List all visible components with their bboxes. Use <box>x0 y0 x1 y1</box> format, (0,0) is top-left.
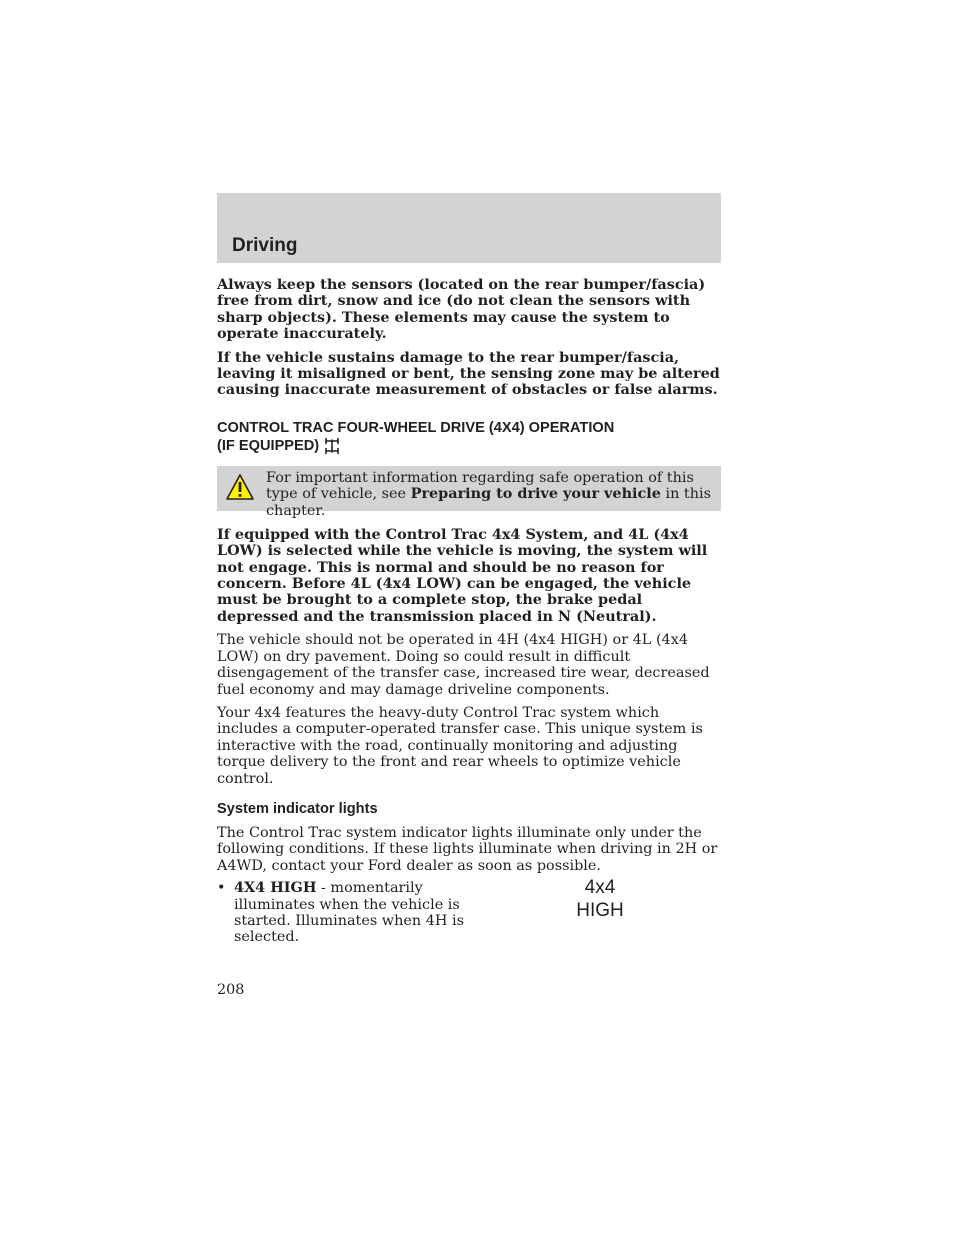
bullet-text <box>234 880 474 946</box>
safety-warning-link-text: Preparing to drive your vehicle <box>410 485 661 503</box>
section-heading-line1: CONTROL TRAC FOUR-WHEEL DRIVE (4X4) OPERATION <box>217 419 615 436</box>
indicator-lights-intro: The Control Trac system indicator lights illuminate only under the following conditions. If these lights illuminate when driving in 2H or A4WD, contact your Ford dealer as soon as possible. <box>217 824 718 874</box>
indicator-line2: HIGH <box>576 900 624 922</box>
control-trac-description: Your 4x4 features the heavy-duty Control Trac system which includes a computer-operated transfer case. This unique system is interactive with the road, continually monitoring and adjusting torque delivery to the front and rear wheels to optimize vehicle control. <box>217 704 703 787</box>
section-heading <box>217 419 721 455</box>
indicator-line1: 4x4 <box>584 877 616 899</box>
awd-drivetrain-icon <box>324 437 340 455</box>
section-heading-line2: (IF EQUIPPED) <box>217 437 320 454</box>
bullet-description: - momentarily illuminates when the vehicle is started. Illuminates when 4H is selected. <box>234 880 465 946</box>
section-heading-line2-row <box>217 437 721 455</box>
page-content <box>217 276 721 946</box>
4x4-high-indicator-icon <box>567 876 633 922</box>
chapter-title: Driving <box>232 235 298 256</box>
sensor-cleaning-warning: Always keep the sensors (located on the rear bumper/fascia) free from dirt, snow and ice (do not clean the sensors with sharp objects). These elements may cause the system to operate inaccurately. <box>217 276 706 343</box>
dry-pavement-caution: The vehicle should not be operated in 4H (4x4 HIGH) or 4L (4x4 LOW) on dry pavement. Doing so could result in difficult disengagement of the transfer case, increased tire wear, decreased fuel economy and may damage driveline components. <box>217 632 710 698</box>
bullet-marker: • <box>217 880 226 897</box>
bumper-damage-warning: If the vehicle sustains damage to the rear bumper/fascia, leaving it misaligned or bent, the sensing zone may be altered causing inaccurate measurement of obstacles or false alarms. <box>217 348 720 399</box>
warning-triangle-icon <box>225 473 255 501</box>
safety-warning-text <box>266 470 718 520</box>
bullet-label: 4X4 HIGH <box>234 879 317 897</box>
indicator-lights-heading: System indicator lights <box>217 800 378 817</box>
list-item <box>217 877 721 946</box>
safety-warning-box <box>217 466 721 519</box>
page-number: 208 <box>217 982 245 998</box>
chapter-header-band <box>217 193 721 263</box>
safety-warning-text-before: For important information regarding safe operation of this type of vehicle, see <box>266 469 694 503</box>
safety-warning-text-after: in this chapter. <box>266 486 711 519</box>
low-range-engage-note: If equipped with the Control Trac 4x4 System, and 4L (4x4 LOW) is selected while the vehicle is moving, the system will not engage. This is normal and should be no reason for concern. Before 4L (4x4 LOW) can be engaged, the vehicle must be brought to a complete stop, the brake pedal depressed and the transmission placed in N (Neutral). <box>217 525 708 625</box>
